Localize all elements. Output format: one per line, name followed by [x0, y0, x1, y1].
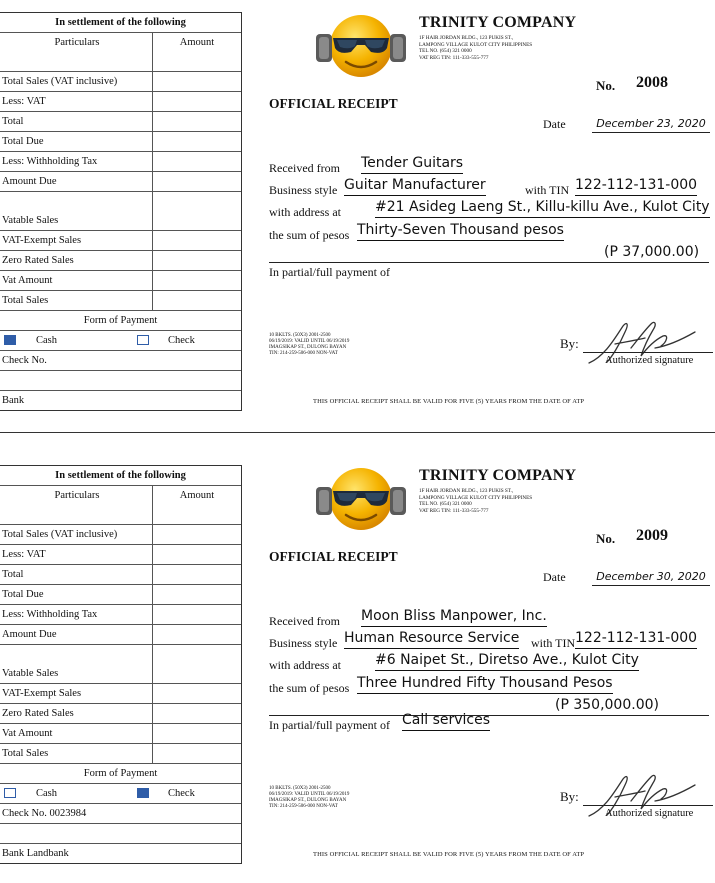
- particular-label: Total Due: [2, 589, 44, 600]
- received-from-field[interactable]: Moon Bliss Manpower, Inc.: [361, 608, 547, 627]
- tin-field[interactable]: 122-112-131-000: [575, 177, 697, 196]
- settlement-row: [0, 644, 241, 664]
- check-no: Check No. 0023984: [2, 808, 87, 819]
- amount-cell[interactable]: [152, 211, 241, 230]
- particular-label: Less: VAT: [2, 549, 46, 560]
- printer-line: TIN: 214-259-506-000 NON-VAT: [269, 804, 338, 809]
- settlement-row: [0, 703, 241, 723]
- settlement-row: [0, 683, 241, 703]
- settlement-row: [0, 230, 241, 250]
- amount-cell[interactable]: [152, 152, 241, 171]
- signature-line: [583, 805, 713, 806]
- particular-label: [0, 505, 152, 524]
- official-receipt: [0, 0, 715, 430]
- particular-label: Zero Rated Sales: [2, 255, 74, 266]
- address-line: TEL NO. (654) 321 0000: [419, 501, 472, 508]
- particular-label: VAT-Exempt Sales: [2, 235, 82, 246]
- cash-checkbox[interactable]: [4, 335, 16, 345]
- settlement-row: [0, 151, 241, 171]
- check-no: Check No.: [2, 355, 47, 366]
- amount-cell[interactable]: [152, 112, 241, 131]
- settlement-row: [0, 624, 241, 644]
- bank: Bank Landbank: [2, 848, 69, 859]
- settlement-row: [0, 52, 241, 71]
- by-label: By:: [560, 789, 579, 804]
- printer-line: 06/19/2019: VALID UNTIL 06/19/2019: [269, 339, 350, 344]
- form-of-payment-text: Form of Payment: [83, 768, 158, 779]
- particular-label: Less: VAT: [2, 96, 46, 107]
- particular-label: Vat Amount: [2, 275, 53, 286]
- settlement-row: [0, 250, 241, 270]
- settlement-row: [0, 604, 241, 624]
- business-style-field[interactable]: Guitar Manufacturer: [344, 177, 486, 196]
- settlement-header-row: [0, 485, 241, 505]
- particular-label: Total: [2, 116, 24, 127]
- settlement-title-text: In settlement of the following: [55, 17, 186, 28]
- amount-cell[interactable]: [152, 744, 241, 763]
- particular-label: Less: Withholding Tax: [2, 609, 98, 620]
- amount-cell[interactable]: [152, 545, 241, 564]
- particular-label: Less: Withholding Tax: [2, 156, 98, 167]
- address-line: VAT REG TIN: 111-333-555-777: [419, 54, 489, 61]
- tin-field[interactable]: 122-112-131-000: [575, 630, 697, 649]
- particular-label: Total Due: [2, 136, 44, 147]
- by-label: By:: [560, 336, 579, 351]
- check-label: Check: [168, 335, 195, 346]
- settlement-row: [0, 211, 241, 230]
- address-line: VAT REG TIN: 111-333-555-777: [419, 507, 489, 514]
- amount-cell[interactable]: [152, 231, 241, 250]
- settlement-row: [0, 723, 241, 743]
- printer-line: 10 BKLTS. (50X3) 2001-2500: [269, 786, 331, 791]
- receipt-number-label: No.: [596, 78, 616, 93]
- business-style-label: Business style: [269, 636, 338, 650]
- settlement-row: [0, 524, 241, 544]
- amount-cell[interactable]: [152, 132, 241, 151]
- col-amount: Amount: [152, 33, 241, 52]
- settlement-row: [0, 131, 241, 151]
- sum-label: the sum of pesos: [269, 681, 350, 695]
- received-from-field[interactable]: Tender Guitars: [361, 155, 463, 174]
- settlement-row: [0, 91, 241, 111]
- smiley-sunglasses-headphones-icon: [313, 10, 409, 82]
- amount-cell[interactable]: [152, 565, 241, 584]
- particular-label: Amount Due: [2, 629, 57, 640]
- business-style-label: Business style: [269, 183, 338, 197]
- amount-cell[interactable]: [152, 645, 241, 664]
- col-particulars: Particulars: [54, 490, 100, 501]
- received-from-label: Received from: [269, 161, 340, 175]
- col-particulars: Particulars: [54, 37, 100, 48]
- printer-line: IMAGSIKAP ST., DULONG BAYAN: [269, 798, 347, 803]
- amount-cell[interactable]: [152, 72, 241, 91]
- particular-label: Vatable Sales: [2, 668, 59, 679]
- settlement-row: [0, 290, 241, 310]
- particular-label: [0, 192, 152, 211]
- col-amount: Amount: [152, 486, 241, 505]
- amount-cell[interactable]: [152, 271, 241, 290]
- signature-label: Authorized signature: [605, 355, 694, 366]
- settlement-row: [0, 270, 241, 290]
- settlement-title-text: In settlement of the following: [55, 470, 186, 481]
- receipt-title: OFFICIAL RECEIPT: [269, 96, 398, 111]
- particular-label: Vat Amount: [2, 728, 53, 739]
- particular-label: [0, 645, 152, 664]
- particular-label: Zero Rated Sales: [2, 708, 74, 719]
- blank-row: [0, 370, 241, 390]
- blank-row: [0, 823, 241, 843]
- printer-accreditation: [269, 786, 419, 810]
- check-checkbox[interactable]: [137, 788, 149, 798]
- amount-cell[interactable]: [152, 92, 241, 111]
- amount-cell[interactable]: [152, 172, 241, 191]
- amount-cell[interactable]: [152, 605, 241, 624]
- settlement-title: [0, 13, 241, 32]
- amount-cell[interactable]: [152, 525, 241, 544]
- check-no-row: [0, 350, 241, 370]
- printer-line: 06/19/2019: VALID UNTIL 06/19/2019: [269, 792, 350, 797]
- settlement-row: [0, 505, 241, 524]
- date-label: Date: [543, 117, 566, 131]
- amount-cell[interactable]: [152, 505, 241, 524]
- receipt-number: 2009: [636, 527, 668, 544]
- address-line: LAMPONG VILLAGE KULOT CITY PHILIPPINES: [419, 494, 533, 501]
- amount-cell[interactable]: [152, 664, 241, 683]
- payment-method-row: [0, 330, 241, 350]
- particular-label: Total: [2, 569, 24, 580]
- particular-label: Total Sales (VAT inclusive): [2, 76, 118, 87]
- cash-checkbox[interactable]: [4, 788, 16, 798]
- address-label: with address at: [269, 658, 341, 672]
- particular-label: Total Sales: [2, 295, 49, 306]
- payment-of-label: In partial/full payment of: [269, 265, 390, 279]
- tin-label: with TIN: [525, 183, 570, 197]
- bank: Bank: [2, 395, 25, 406]
- receipt-number-label: No.: [596, 531, 616, 546]
- amount-cell[interactable]: [152, 684, 241, 703]
- amount-cell[interactable]: [152, 52, 241, 71]
- settlement-row: [0, 584, 241, 604]
- company-name: TRINITY COMPANY: [419, 14, 577, 31]
- tin-label: with TIN: [531, 636, 576, 650]
- sum-words-field[interactable]: Thirty-Seven Thousand pesos: [357, 222, 564, 241]
- amount-cell[interactable]: [152, 192, 241, 211]
- address-field[interactable]: #21 Asideg Laeng St., Killu-killu Ave., Kulot City: [375, 199, 710, 218]
- settlement-row: [0, 564, 241, 584]
- amount-cell[interactable]: [152, 585, 241, 604]
- settlement-table: [0, 12, 242, 411]
- date-field[interactable]: December 23, 2020: [592, 115, 710, 133]
- particular-label: Amount Due: [2, 176, 57, 187]
- date-label: Date: [543, 570, 566, 584]
- smiley-sunglasses-headphones-icon: [313, 463, 409, 535]
- sum-words-field[interactable]: Three Hundred Fifty Thousand Pesos: [357, 675, 613, 694]
- address-label: with address at: [269, 205, 341, 219]
- amount-cell[interactable]: [152, 704, 241, 723]
- address-line: TEL NO. (654) 321 0000: [419, 48, 472, 55]
- settlement-row: [0, 664, 241, 683]
- company-name: TRINITY COMPANY: [419, 467, 577, 484]
- cash-label: Cash: [36, 335, 57, 346]
- business-style-field[interactable]: Human Resource Service: [344, 630, 519, 649]
- printer-line: 10 BKLTS. (50X3) 2001-2500: [269, 333, 331, 338]
- settlement-row: [0, 111, 241, 131]
- company-address: [419, 488, 599, 514]
- receipt-number: 2008: [636, 74, 668, 91]
- cash-label: Cash: [36, 788, 57, 799]
- settlement-table: [0, 465, 242, 864]
- check-no-row: [0, 803, 241, 823]
- validity-notice: THIS OFFICIAL RECEIPT SHALL BE VALID FOR FIVE (5) YEARS FROM THE DATE OF ATP: [313, 398, 585, 405]
- address-line: 1F HAIR JORDAN BLDG., 123 PUKIS ST.,: [419, 35, 514, 41]
- address-line: 1F HAIR JORDAN BLDG., 123 PUKIS ST.,: [419, 488, 514, 494]
- date-field[interactable]: December 30, 2020: [592, 568, 710, 586]
- payment-method-row: [0, 783, 241, 803]
- payment-of-label: In partial/full payment of: [269, 718, 390, 732]
- settlement-row: [0, 544, 241, 564]
- particular-label: Total Sales (VAT inclusive): [2, 529, 118, 540]
- particular-label: [0, 52, 152, 71]
- receipt-divider: [0, 432, 715, 433]
- settlement-title: [0, 466, 241, 485]
- received-from-label: Received from: [269, 614, 340, 628]
- form-of-payment-label: [0, 310, 241, 330]
- settlement-row: [0, 191, 241, 211]
- sum-underline: [269, 262, 709, 263]
- address-field[interactable]: #6 Naipet St., Diretso Ave., Kulot City: [375, 652, 639, 671]
- amount-cell[interactable]: [152, 724, 241, 743]
- printer-line: TIN: 214-259-506-000 NON-VAT: [269, 351, 338, 356]
- particular-label: Total Sales: [2, 748, 49, 759]
- signature-label: Authorized signature: [605, 808, 694, 819]
- official-receipt: [0, 453, 715, 883]
- settlement-row: [0, 743, 241, 763]
- amount-cell[interactable]: [152, 251, 241, 270]
- validity-notice: THIS OFFICIAL RECEIPT SHALL BE VALID FOR FIVE (5) YEARS FROM THE DATE OF ATP: [313, 851, 585, 858]
- address-line: LAMPONG VILLAGE KULOT CITY PHILIPPINES: [419, 41, 533, 48]
- amount-cell[interactable]: [152, 291, 241, 310]
- receipt-title: OFFICIAL RECEIPT: [269, 549, 398, 564]
- bank-row: [0, 843, 241, 863]
- form-of-payment-label: [0, 763, 241, 783]
- bank-row: [0, 390, 241, 410]
- settlement-row: [0, 71, 241, 91]
- check-label: Check: [168, 788, 195, 799]
- sum-amount-field[interactable]: (P 37,000.00): [604, 244, 700, 260]
- amount-cell[interactable]: [152, 625, 241, 644]
- check-checkbox[interactable]: [137, 335, 149, 345]
- signature-line: [583, 352, 713, 353]
- particular-label: Vatable Sales: [2, 215, 59, 226]
- settlement-header-row: [0, 32, 241, 52]
- payment-of-field[interactable]: Call services: [402, 712, 490, 731]
- form-of-payment-text: Form of Payment: [83, 315, 158, 326]
- printer-line: IMAGSIKAP ST., DULONG BAYAN: [269, 345, 347, 350]
- sum-label: the sum of pesos: [269, 228, 350, 242]
- sum-amount-field[interactable]: (P 350,000.00): [555, 697, 659, 713]
- company-address: [419, 35, 599, 61]
- printer-accreditation: [269, 333, 419, 357]
- particular-label: VAT-Exempt Sales: [2, 688, 82, 699]
- settlement-row: [0, 171, 241, 191]
